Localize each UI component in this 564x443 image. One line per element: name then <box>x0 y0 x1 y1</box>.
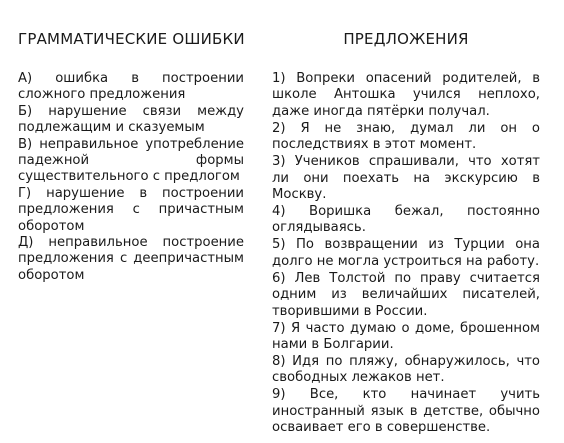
error-item-v: В) неправильное употребление падежной формы существительного с предлогом <box>18 136 244 185</box>
sentence-item-7: 7) Я часто думаю о доме, брошенном нами в Болгарии. <box>272 320 540 353</box>
error-item-a: А) ошибка в построении сложного предложения <box>18 71 244 103</box>
errors-column-title: ГРАММАТИЧЕСКИЕ ОШИБКИ <box>18 30 245 48</box>
errors-list <box>18 71 244 284</box>
sentence-item-2: 2) Я не знаю, думал ли он о последствиях в этот момент. <box>272 120 540 153</box>
error-item-b: Б) нарушение связи между подлежащим и сказуемым <box>18 103 244 136</box>
sentences-column-title: ПРЕДЛОЖЕНИЯ <box>343 30 469 48</box>
sentence-item-8: 8) Идя по пляжу, обнаружилось, что свободных лежаков нет. <box>272 354 540 386</box>
error-item-d: Д) неправильное построение предложения с деепричастным оборотом <box>18 235 244 283</box>
sentence-item-5: 5) По возвращении из Турции она долго не могла устроиться на работу. <box>272 237 540 269</box>
sentence-item-4: 4) Воришка бежал, постоянно оглядываясь. <box>272 204 540 236</box>
sentence-item-9: 9) Все, кто начинает учить иностранный язык в детстве, обычно осваивает его в совершенстве. <box>272 387 540 436</box>
sentence-item-3: 3) Учеников спрашивали, что хотят ли они поехать на экскурсию в Москву. <box>272 154 540 203</box>
sentence-item-6: 6) Лев Толстой по праву считается одним из величайших писателей, творившими в России. <box>272 270 540 319</box>
error-item-g: Г) нарушение в построении предложения с причастным оборотом <box>18 185 244 234</box>
sentence-item-1: 1) Вопреки опасений родителей, в школе Антошка учился неплохо, даже иногда пятёрки получал. <box>272 71 540 119</box>
sentences-list <box>272 71 540 437</box>
